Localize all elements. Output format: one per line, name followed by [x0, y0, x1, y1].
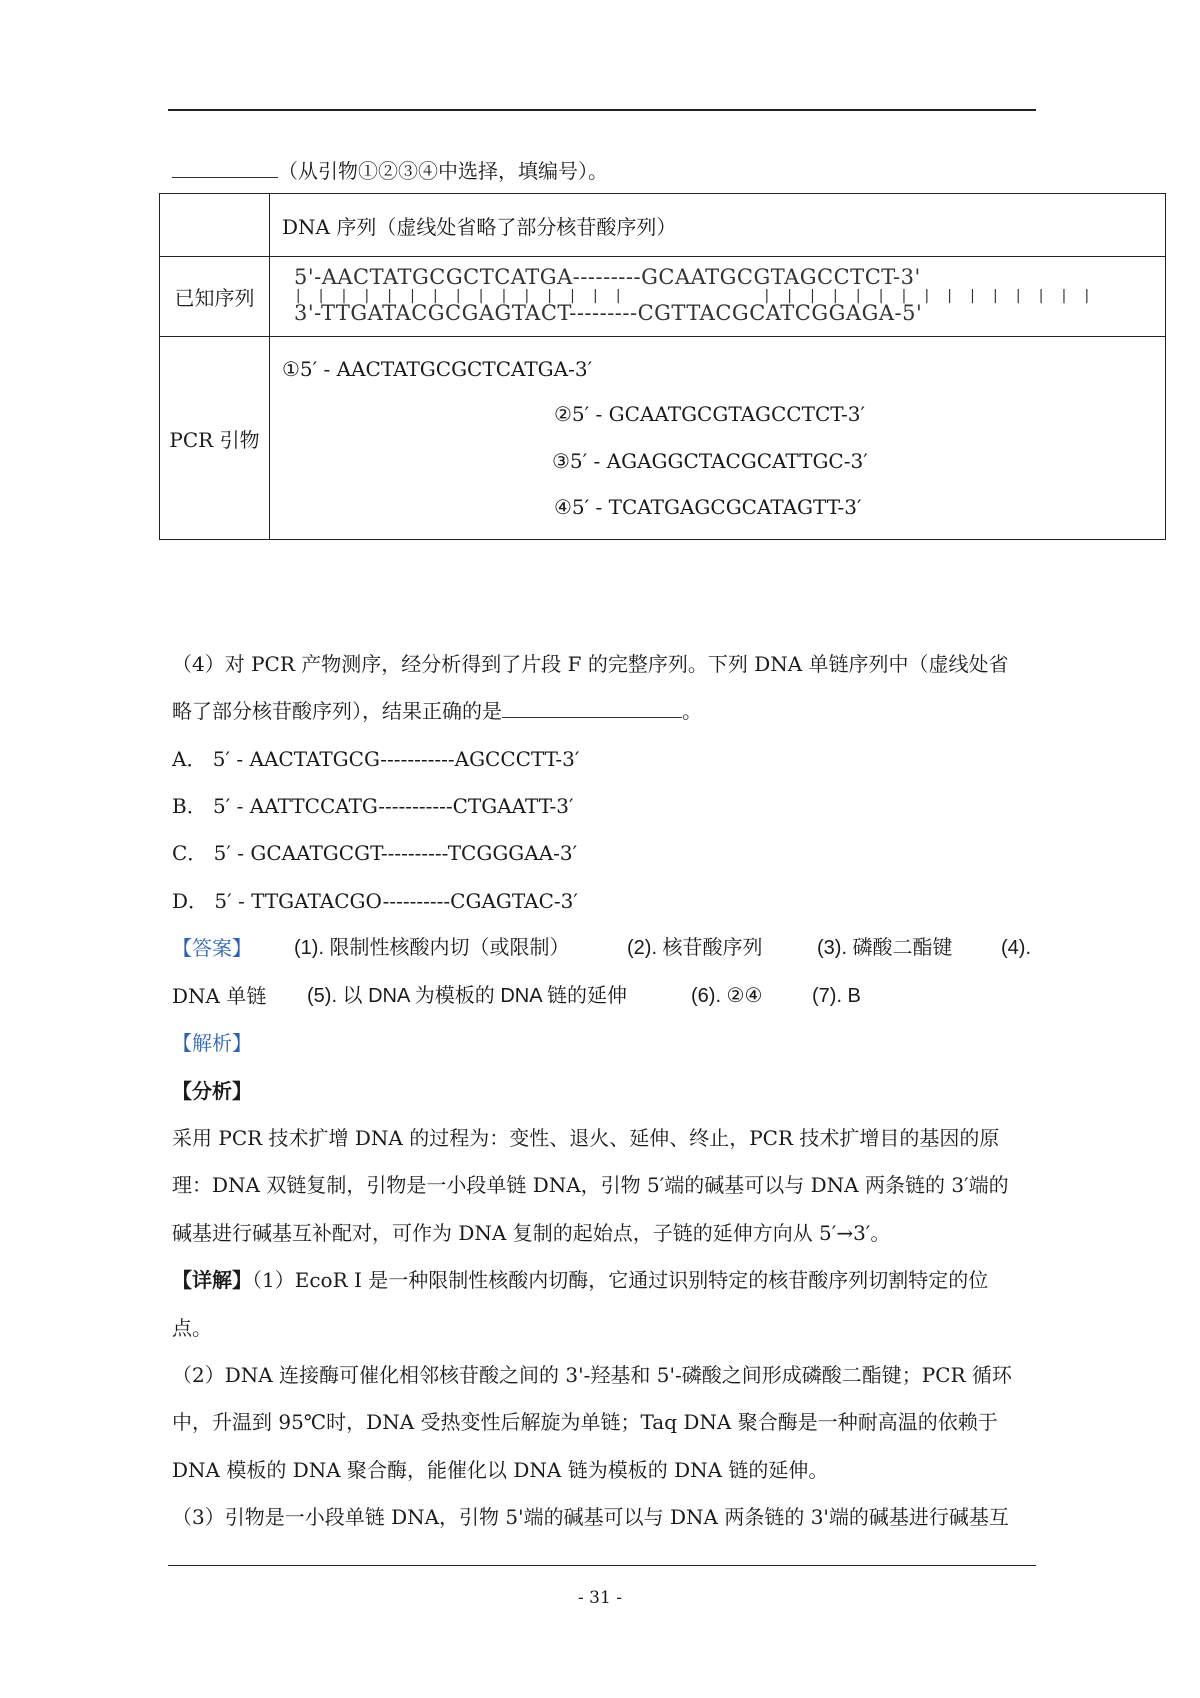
pcr-primer-label: PCR 引物	[160, 337, 270, 540]
answer-item-1: (1). 限制性核酸内切（或限制）	[294, 937, 570, 959]
answer-item-2: (2). 核苷酸序列	[627, 937, 763, 959]
answer-item-4-text: DNA 单链	[172, 984, 267, 1008]
detail-line-1-text: （1）EcoR I 是一种限制性核酸内切酶，它通过识别特定的核苷酸序列切割特定的位	[252, 1268, 989, 1292]
option-c: C． 5′ - GCAATGCGT----------TCGGGAA-3′	[172, 841, 578, 865]
detail-line-3: （2）DNA 连接酶可催化相邻核苷酸之间的 3'-羟基和 5'-磷酸之间形成磷酸二酯键；PCR 循环	[172, 1363, 1012, 1387]
known-sequence-label: 已知序列	[160, 257, 270, 337]
primer-2: ②5′ - GCAATGCGTAGCCTCT-3′	[554, 402, 866, 426]
primer-3: ③5′ - AGAGGCTACGCATTGC-3′	[552, 449, 868, 473]
q4-line-1: （4）对 PCR 产物测序，经分析得到了片段 F 的完整序列。下列 DNA 单链序列中（虚线处省	[172, 652, 1009, 676]
answer-item-5: (5). 以 DNA 为模板的 DNA 链的延伸	[307, 985, 628, 1007]
fenxi-line-1: 采用 PCR 技术扩增 DNA 的过程为：变性、退火、延伸、终止，PCR 技术扩增目的基因的原	[172, 1126, 1000, 1150]
sequence-top-strand: 5'-AACTATGCGCTCATGA---------GCAATGCGTAGCCTCT-3'	[294, 265, 921, 289]
option-d: D． 5′ - TTGATACGO----------CGAGTAC-3′	[172, 889, 578, 913]
answer-blank	[172, 157, 278, 178]
detail-line-1	[172, 1266, 988, 1294]
q4-line-2	[172, 697, 702, 725]
answer-item-6: (6). ②④	[691, 985, 763, 1007]
detail-line-6: （3）引物是一小段单链 DNA，引物 5'端的碱基可以与 DNA 两条链的 3'端的碱基进行碱基互	[172, 1505, 1009, 1529]
option-b: B． 5′ - AATTCCATG-----------CTGAATT-3′	[172, 794, 574, 818]
dna-table	[159, 193, 1166, 540]
q4-line-2-end: 。	[682, 699, 702, 723]
answer-line-2	[172, 982, 1036, 1010]
fenxi-line-2: 理：DNA 双链复制，引物是一小段单链 DNA，引物 5′端的碱基可以与 DNA 两条链的 3′端的	[172, 1173, 1009, 1197]
detail-line-4: 中，升温到 95℃时，DNA 受热变性后解旋为单链；Taq DNA 聚合酶是一种耐高温的依赖于	[172, 1410, 998, 1434]
q4-answer-blank	[502, 697, 682, 718]
detail-tag: 【详解】	[172, 1268, 252, 1292]
detail-line-2: 点。	[172, 1316, 212, 1340]
sequence-bottom-strand: 3'-TTGATACGCGAGTACT---------CGTTACGCATCGGAGA-5'	[294, 301, 923, 325]
primer-cell	[270, 337, 1166, 540]
detail-line-5: DNA 模板的 DNA 聚合酶，能催化以 DNA 链为模板的 DNA 链的延伸。	[172, 1458, 829, 1482]
known-sequence-cell	[270, 257, 1166, 337]
intro-line	[172, 157, 608, 185]
answer-item-4: (4).	[1001, 937, 1031, 959]
empty-header-cell	[160, 194, 270, 257]
table-header: DNA 序列（虚线处省略了部分核苷酸序列）	[270, 194, 1166, 257]
answer-item-3: (3). 磷酸二酯键	[817, 937, 953, 959]
answer-line-1	[172, 934, 1036, 962]
answer-item-7: (7). B	[812, 985, 861, 1007]
base-pair-bars: | | | | | | | | | | | | | | | | | | | | | | | | | | | | | |	[294, 288, 1095, 304]
q4-line-2-text: 略了部分核苷酸序列），结果正确的是	[172, 699, 502, 723]
option-a: A． 5′ - AACTATGCG-----------AGCCCTT-3′	[172, 747, 580, 771]
analysis-tag: 【解析】	[172, 1031, 252, 1055]
header-rule	[168, 109, 1036, 111]
answer-tag: 【答案】	[172, 936, 252, 960]
intro-text: （从引物①②③④中选择，填编号）。	[278, 159, 608, 183]
page-number: - 31 -	[578, 1588, 622, 1608]
primer-4: ④5′ - TCATGAGCGCATAGTT-3′	[554, 495, 862, 519]
fenxi-tag: 【分析】	[172, 1079, 252, 1103]
footer-rule	[168, 1565, 1036, 1566]
primer-1: ①5′ - AACTATGCGCTCATGA-3′	[282, 357, 593, 381]
fenxi-line-3: 碱基进行碱基互补配对，可作为 DNA 复制的起始点，子链的延伸方向从 5′→3′。	[172, 1221, 891, 1245]
